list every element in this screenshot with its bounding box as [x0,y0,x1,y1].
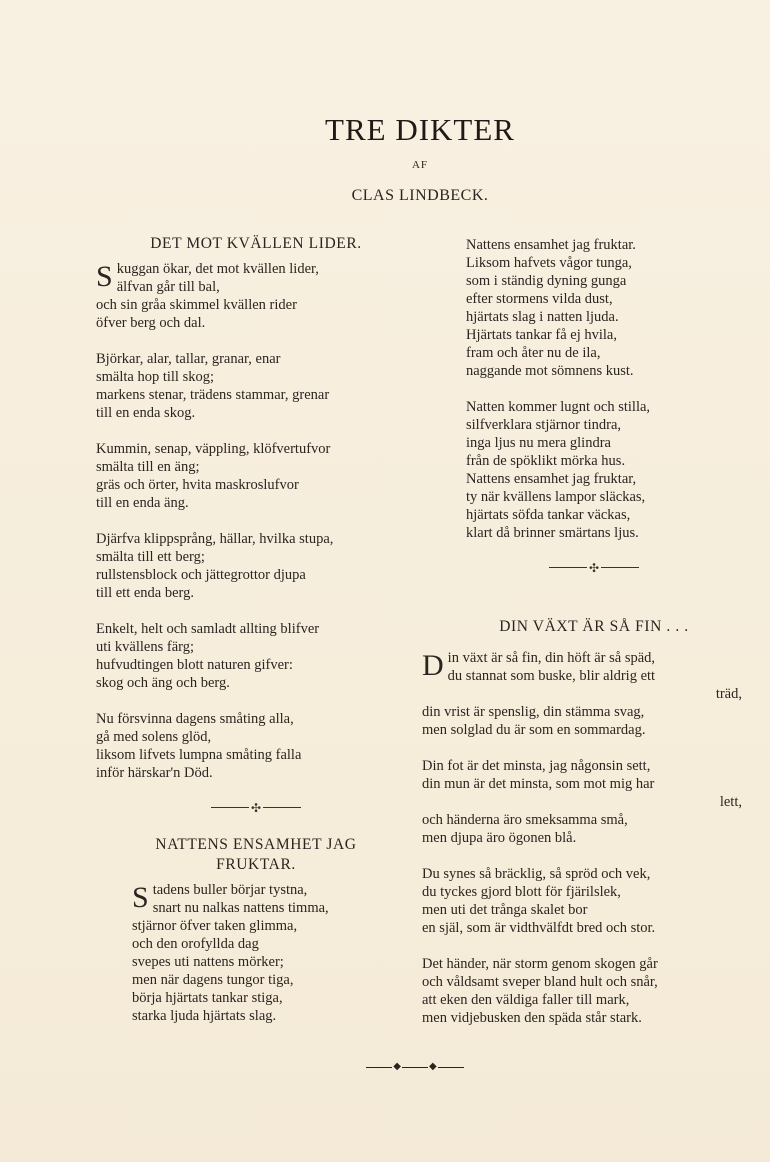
verse-line: skog och äng och berg. [96,675,230,691]
poem3-title: DIN VÄXT ÄR SÅ FIN . . . [499,617,689,635]
poem2-title-line: NATTENS ENSAMHET JAG [155,835,357,853]
left-column [96,234,416,1043]
poem3-dropcap: D [422,648,444,682]
verse-line: till en enda äng. [96,495,189,511]
poem1-title: DET MOT KVÄLLEN LIDER. [150,235,362,252]
verse-line: inför härskar'n Död. [96,765,213,781]
verse-line: smälta hop till skog; [96,369,215,385]
verse-line: starka ljuda hjärtats slag. [132,1007,277,1024]
verse-line: Liksom hafvets vågor tunga, [466,255,632,271]
verse-line: gräs och örter, hvita maskroslufvor [96,477,299,493]
verse-line: men uti det trånga skalet bor [422,901,588,918]
verse-line: börja hjärtats tankar stiga, [132,989,283,1006]
poem3-stanza-1 [422,649,742,739]
divider-rule [263,807,301,808]
poem2-stanza-3 [422,398,742,542]
poem1-stanza-1 [96,260,416,332]
verse-line: uti kvällens färg; [96,639,194,655]
verse-line: och sin gråa skimmel kvällen rider [96,297,297,313]
poem1-stanza-5 [96,620,416,692]
verse-line: och våldsamt sveper bland hult och snår, [422,973,658,990]
verse-line: Hjärtats tankar få ej hvila, [466,327,617,343]
verse-line: hufvudtingen blott naturen gifver: [96,657,293,673]
poem2-title-line: FRUKTAR. [216,855,296,873]
section-divider [422,560,742,575]
fleuron-icon: ✣ [250,800,262,815]
verse-line: Din fot är det minsta, jag någonsin sett, [422,757,651,774]
verse-line: men när dagens tungor tiga, [132,971,294,988]
verse-line: Kummin, senap, väppling, klöfvertufvor [96,441,331,457]
verse-line: inga ljus nu mera glindra [466,435,611,451]
verse-line: in växt är så fin, din höft är så späd, [447,649,656,666]
verse-line: rullstensblock och jättegrottor djupa [96,567,306,583]
verse-line: träd, [715,685,742,702]
poem2-stanza-2 [422,236,742,380]
divider-rule [366,1067,392,1068]
verse-line: och händerna äro smeksamma små, [422,811,628,828]
verse-line: du tyckes gjord blott för fjärilslek, [422,883,621,900]
verse-line: liksom lifvets lumpna småting falla [96,747,302,763]
verse-line: smälta till en äng; [96,459,200,475]
verse-line: Enkelt, helt och samladt allting blifver [96,621,320,637]
diamond-icon: ◆ [429,1061,437,1072]
verse-line: Nattens ensamhet jag fruktar, [466,471,637,487]
verse-line: efter stormens vilda dust, [466,291,613,307]
verse-line: Nattens ensamhet jag fruktar. [466,237,636,253]
divider-rule [402,1067,428,1068]
verse-line: Natten kommer lugnt och stilla, [466,399,651,415]
poem1-stanza-3 [96,440,416,512]
verse-line: tadens buller börjar tystna, [152,881,308,898]
poem1-dropcap: S [96,260,113,293]
divider-rule [601,567,639,568]
page-title: TRE DIKTER [325,112,515,147]
end-ornament [320,1060,510,1074]
verse-line: snart nu nalkas nattens timma, [152,899,329,916]
verse-line: men vidjebusken den späda står stark. [422,1009,642,1026]
poem2-title [96,835,416,875]
verse-line: älfvan går till bal, [116,279,220,295]
verse-line: kuggan ökar, det mot kvällen lider, [116,261,319,277]
diamond-icon: ◆ [393,1061,401,1072]
section-divider [96,800,416,815]
verse-line: en själ, som är vidthvälfdt bred och stor. [422,919,656,936]
author-name: CLAS LINDBECK. [351,187,489,204]
verse-line: Nu försvinna dagens småting alla, [96,711,294,727]
verse-line: till ett enda berg. [96,585,194,601]
verse-line: naggande mot sömnens kust. [466,363,634,379]
poem3-stanza-4 [422,955,742,1027]
poem3-stanza-2 [422,757,742,847]
verse-line: ty när kvällens lampor släckas, [466,489,646,505]
byline-af: AF [411,159,429,171]
verse-line: men solglad du är som en sommardag. [422,721,646,738]
divider-rule [438,1067,464,1068]
poem2-dropcap: S [132,880,149,914]
poem2-stanza-1 [96,881,416,1025]
poem3-stanza-3 [422,865,742,937]
divider-rule [549,567,587,568]
verse-line: hjärtats slag i natten ljuda. [466,309,619,325]
poem1-stanza-4 [96,530,416,602]
verse-line: hjärtats söfda tankar väckas, [466,507,631,523]
verse-line: fram och åter nu de ila, [466,345,601,361]
poem1-stanza-6 [96,710,416,782]
verse-line: svepes uti nattens mörker; [132,953,284,970]
verse-line: öfver berg och dal. [96,315,206,331]
verse-line: markens stenar, trädens stammar, grenar [96,387,330,403]
verse-line: Det händer, när storm genom skogen går [422,955,658,972]
verse-line: som i ständig dyning gunga [466,273,627,289]
poem1-stanza-2 [96,350,416,422]
verse-line: stjärnor öfver taken glimma, [132,917,298,934]
verse-line: Björkar, alar, tallar, granar, enar [96,351,281,367]
verse-line: Du synes så bräcklig, så spröd och vek, [422,865,651,882]
verse-line: Djärfva klippsprång, hällar, hvilka stupa, [96,531,334,547]
verse-line: lett, [719,793,742,810]
verse-line: smälta till ett berg; [96,549,205,565]
verse-line: gå med solens glöd, [96,729,212,745]
verse-line: från de spöklikt mörka hus. [466,453,626,469]
verse-line: men djupa äro ögonen blå. [422,829,577,846]
divider-rule [211,807,249,808]
verse-line: silfverklara stjärnor tindra, [466,417,622,433]
verse-line: och den orofyllda dag [132,935,259,952]
fleuron-icon: ✣ [588,560,600,575]
right-column [422,236,742,1045]
verse-line: att eken den väldiga faller till mark, [422,991,630,1008]
verse-line: till en enda skog. [96,405,196,421]
verse-line: din vrist är spenslig, din stämma svag, [422,703,645,720]
verse-line: din mun är det minsta, som mot mig har [422,775,655,792]
verse-line: du stannat som buske, blir aldrig ett [447,667,656,684]
verse-line: klart då brinner smärtans ljus. [466,525,639,541]
